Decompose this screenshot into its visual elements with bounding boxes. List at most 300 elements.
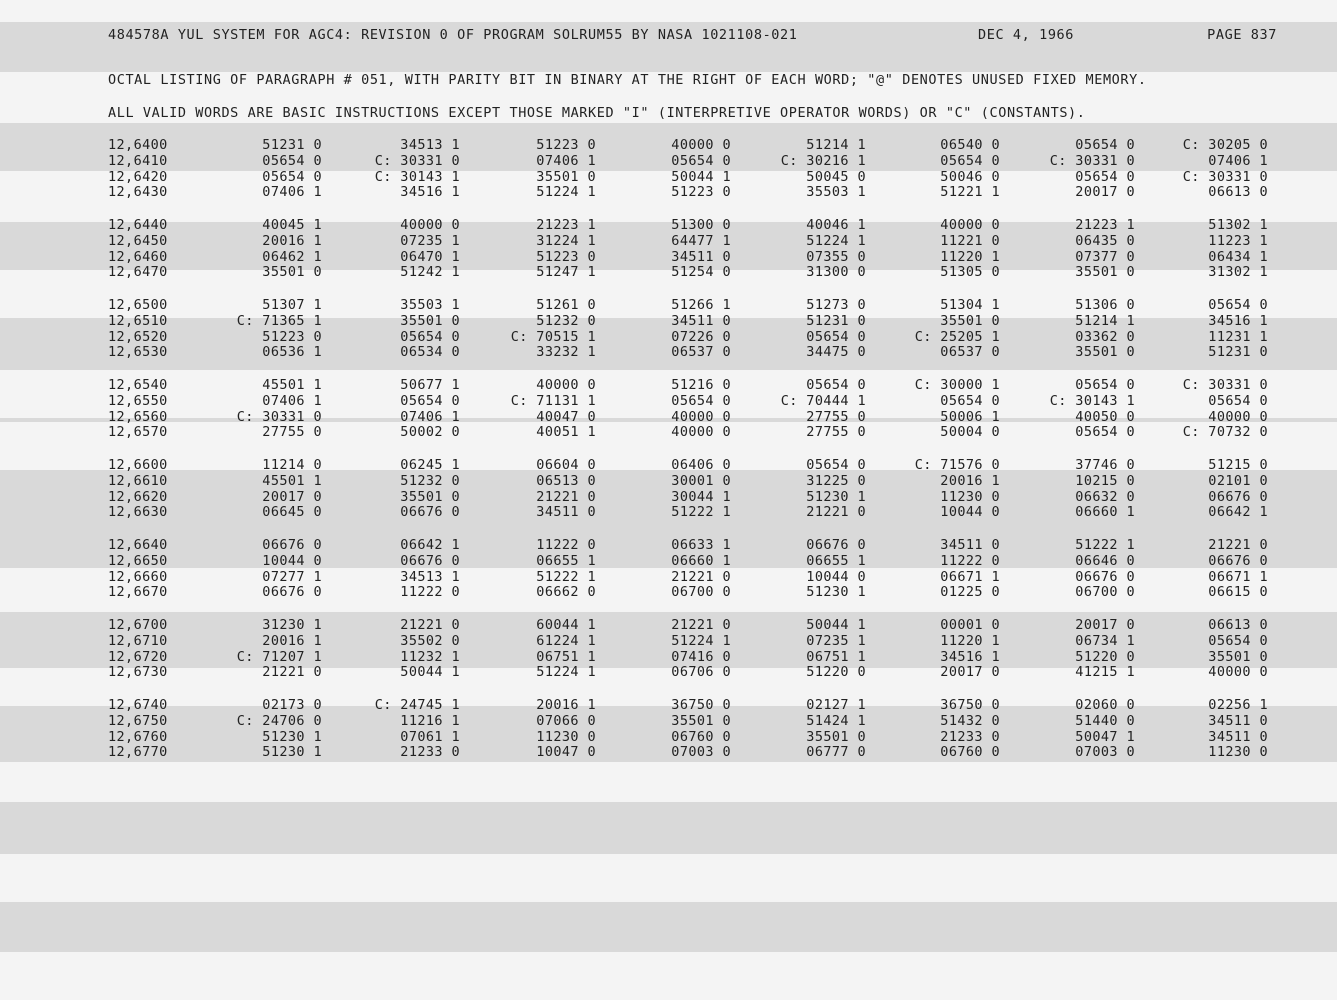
word-address: 12,6700 — [108, 617, 168, 633]
listing-row — [0, 713, 1337, 729]
octal-word: 35501 0 — [1075, 344, 1135, 361]
octal-word: 11231 1 — [1208, 328, 1268, 345]
octal-listing — [0, 137, 1337, 777]
octal-word: 05654 0 — [806, 377, 866, 393]
octal-word: C: 30143 1 — [374, 168, 460, 185]
listing-row — [0, 664, 1337, 680]
listing-row — [0, 553, 1337, 569]
octal-word: 35503 1 — [806, 184, 866, 201]
octal-word: 21221 0 — [536, 488, 596, 505]
paper-band — [0, 902, 1337, 952]
octal-word: 30001 0 — [671, 472, 731, 489]
octal-word: 11222 0 — [940, 552, 1000, 569]
octal-word: 51300 0 — [671, 217, 731, 233]
octal-word: 11216 1 — [400, 712, 460, 729]
octal-word: 31224 1 — [536, 232, 596, 249]
octal-word: 05654 0 — [671, 152, 731, 169]
octal-word: 35501 0 — [671, 712, 731, 729]
octal-word: 51221 1 — [940, 184, 1000, 201]
octal-word: 50044 1 — [400, 664, 460, 681]
octal-word: 07235 1 — [806, 632, 866, 649]
octal-word: 20017 0 — [262, 488, 322, 505]
octal-word: 51214 1 — [1075, 312, 1135, 329]
word-address: 12,6600 — [108, 457, 168, 473]
octal-word: 51231 0 — [262, 137, 322, 153]
octal-word: 40045 1 — [262, 217, 322, 233]
octal-word: 05654 0 — [400, 328, 460, 345]
octal-word: 21221 0 — [262, 664, 322, 681]
word-address: 12,6410 — [108, 152, 168, 169]
listing-date: DEC 4, 1966 — [978, 27, 1075, 43]
word-address: 12,6470 — [108, 264, 168, 281]
word-address: 12,6730 — [108, 664, 168, 681]
octal-word: 06613 0 — [1208, 184, 1268, 201]
listing-row — [0, 344, 1337, 360]
octal-word: 34511 0 — [536, 504, 596, 521]
octal-word: 10044 0 — [262, 552, 322, 569]
octal-word: 51242 1 — [400, 264, 460, 281]
octal-word: 51306 0 — [1075, 297, 1135, 313]
listing-row — [0, 537, 1337, 553]
octal-word: 51440 0 — [1075, 712, 1135, 729]
octal-word: 03362 0 — [1075, 328, 1135, 345]
word-address: 12,6400 — [108, 137, 168, 153]
octal-word: 34511 0 — [1208, 712, 1268, 729]
octal-word: 06655 1 — [536, 552, 596, 569]
octal-word: 07406 1 — [262, 184, 322, 201]
octal-word: C: 30216 1 — [780, 152, 866, 169]
octal-word: 40000 0 — [400, 217, 460, 233]
word-address: 12,6640 — [108, 537, 168, 553]
octal-word: 51222 1 — [1075, 537, 1135, 553]
listing-row — [0, 184, 1337, 200]
word-address: 12,6420 — [108, 168, 168, 185]
octal-word: 40050 0 — [1075, 408, 1135, 425]
octal-word: 51254 0 — [671, 264, 731, 281]
octal-word: 05654 0 — [1075, 168, 1135, 185]
octal-word: 51247 1 — [536, 264, 596, 281]
octal-word: 05654 0 — [262, 152, 322, 169]
octal-word: 51232 0 — [400, 472, 460, 489]
word-address: 12,6740 — [108, 697, 168, 713]
octal-word: 40000 0 — [671, 137, 731, 153]
octal-word: 51266 1 — [671, 297, 731, 313]
octal-word: C: 30143 1 — [1049, 392, 1135, 409]
octal-word: 51224 1 — [536, 664, 596, 681]
octal-word: 05654 0 — [940, 392, 1000, 409]
word-address: 12,6760 — [108, 728, 168, 745]
word-address: 12,6460 — [108, 248, 168, 265]
octal-word: 21221 0 — [671, 617, 731, 633]
octal-word: 34511 0 — [671, 248, 731, 265]
listing-row — [0, 489, 1337, 505]
listing-group — [0, 617, 1337, 697]
octal-word: C: 71207 1 — [236, 648, 322, 665]
octal-word: 06642 1 — [1208, 504, 1268, 521]
octal-word: 00001 0 — [940, 617, 1000, 633]
octal-word: 06676 0 — [806, 537, 866, 553]
octal-word: 07416 0 — [671, 648, 731, 665]
word-address: 12,6560 — [108, 408, 168, 425]
octal-word: 06751 1 — [806, 648, 866, 665]
octal-word: 07355 0 — [806, 248, 866, 265]
listing-row — [0, 264, 1337, 280]
octal-word: 40000 0 — [671, 424, 731, 441]
octal-word: 51231 0 — [806, 312, 866, 329]
octal-word: 45501 1 — [262, 472, 322, 489]
octal-word: 31225 0 — [806, 472, 866, 489]
octal-word: 21221 0 — [1208, 537, 1268, 553]
octal-word: 06633 1 — [671, 537, 731, 553]
octal-word: 07406 1 — [1208, 152, 1268, 169]
octal-word: 05654 0 — [806, 328, 866, 345]
listing-row — [0, 217, 1337, 233]
word-address: 12,6770 — [108, 744, 168, 761]
word-address: 12,6660 — [108, 568, 168, 585]
octal-word: 06646 0 — [1075, 552, 1135, 569]
octal-word: 51231 0 — [1208, 344, 1268, 361]
word-address: 12,6550 — [108, 392, 168, 409]
octal-word: 11223 1 — [1208, 232, 1268, 249]
octal-word: 35501 0 — [940, 312, 1000, 329]
word-address: 12,6430 — [108, 184, 168, 201]
octal-word: 11221 0 — [940, 232, 1000, 249]
octal-word: 06604 0 — [536, 457, 596, 473]
octal-word: 21223 1 — [536, 217, 596, 233]
octal-word: 05654 0 — [1208, 632, 1268, 649]
octal-word: 34516 1 — [400, 184, 460, 201]
octal-word: 34511 0 — [940, 537, 1000, 553]
octal-word: 40000 0 — [1208, 408, 1268, 425]
octal-word: 35501 0 — [400, 312, 460, 329]
octal-word: 31302 1 — [1208, 264, 1268, 281]
octal-word: 06760 0 — [671, 728, 731, 745]
octal-word: 60044 1 — [536, 617, 596, 633]
octal-word: 31300 0 — [806, 264, 866, 281]
octal-word: 06700 0 — [671, 584, 731, 601]
octal-word: 07235 1 — [400, 232, 460, 249]
octal-word: 06751 1 — [536, 648, 596, 665]
listing-row — [0, 249, 1337, 265]
octal-word: 20016 1 — [262, 632, 322, 649]
octal-word: 06534 0 — [400, 344, 460, 361]
octal-word: 07061 1 — [400, 728, 460, 745]
octal-word: 40051 1 — [536, 424, 596, 441]
word-address: 12,6650 — [108, 552, 168, 569]
octal-word: 07066 0 — [536, 712, 596, 729]
octal-word: 06642 1 — [400, 537, 460, 553]
octal-word: 51230 1 — [806, 488, 866, 505]
octal-word: 10044 0 — [806, 568, 866, 585]
octal-word: 50677 1 — [400, 377, 460, 393]
octal-word: 02256 1 — [1208, 697, 1268, 713]
octal-word: 40000 0 — [671, 408, 731, 425]
octal-word: 51230 1 — [262, 728, 322, 745]
octal-word: 07377 0 — [1075, 248, 1135, 265]
octal-word: 35502 0 — [400, 632, 460, 649]
listing-group — [0, 297, 1337, 377]
octal-word: 51224 1 — [806, 232, 866, 249]
word-address: 12,6450 — [108, 232, 168, 249]
octal-word: 06660 1 — [1075, 504, 1135, 521]
octal-word: 05654 0 — [806, 457, 866, 473]
octal-word: 40046 1 — [806, 217, 866, 233]
octal-word: 34516 1 — [1208, 312, 1268, 329]
octal-word: 06245 1 — [400, 457, 460, 473]
octal-word: 37746 0 — [1075, 457, 1135, 473]
octal-word: 06671 1 — [940, 568, 1000, 585]
octal-word: 51224 1 — [671, 632, 731, 649]
octal-word: 34513 1 — [400, 137, 460, 153]
octal-word: 40000 0 — [940, 217, 1000, 233]
octal-word: 11222 0 — [536, 537, 596, 553]
octal-word: 27755 0 — [262, 424, 322, 441]
octal-word: 36750 0 — [671, 697, 731, 713]
octal-word: 51220 0 — [1075, 648, 1135, 665]
listing-row — [0, 697, 1337, 713]
octal-word: 20017 0 — [940, 664, 1000, 681]
octal-word: C: 24706 0 — [236, 712, 322, 729]
octal-word: 05654 0 — [671, 392, 731, 409]
octal-word: 40000 0 — [1208, 664, 1268, 681]
octal-word: 35501 0 — [262, 264, 322, 281]
octal-word: 50044 1 — [806, 617, 866, 633]
octal-word: 06676 0 — [1075, 568, 1135, 585]
octal-word: 06513 0 — [536, 472, 596, 489]
octal-word: 06537 0 — [671, 344, 731, 361]
octal-word: 51216 0 — [671, 377, 731, 393]
octal-word: 06760 0 — [940, 744, 1000, 761]
paper-band — [0, 802, 1337, 854]
octal-word: 06676 0 — [400, 504, 460, 521]
octal-word: 40000 0 — [536, 377, 596, 393]
octal-word: 35501 0 — [400, 488, 460, 505]
octal-word: 06700 0 — [1075, 584, 1135, 601]
octal-word: C: 30331 0 — [374, 152, 460, 169]
octal-word: 51230 1 — [806, 584, 866, 601]
octal-word: 50045 0 — [806, 168, 866, 185]
octal-word: 51432 0 — [940, 712, 1000, 729]
listing-row — [0, 729, 1337, 745]
octal-word: 05654 0 — [262, 168, 322, 185]
octal-word: 51304 1 — [940, 297, 1000, 313]
octal-word: C: 30331 0 — [1182, 377, 1268, 393]
octal-word: 06676 0 — [1208, 552, 1268, 569]
octal-word: 07226 0 — [671, 328, 731, 345]
octal-word: 10047 0 — [536, 744, 596, 761]
octal-word: 01225 0 — [940, 584, 1000, 601]
octal-word: 21223 1 — [1075, 217, 1135, 233]
word-address: 12,6630 — [108, 504, 168, 521]
octal-word: 11230 0 — [536, 728, 596, 745]
octal-word: 35503 1 — [400, 297, 460, 313]
page-header — [108, 27, 1277, 45]
octal-word: 06435 0 — [1075, 232, 1135, 249]
octal-word: 06615 0 — [1208, 584, 1268, 601]
octal-word: 11230 0 — [940, 488, 1000, 505]
word-address: 12,6610 — [108, 472, 168, 489]
listing-row — [0, 153, 1337, 169]
octal-word: C: 25205 1 — [914, 328, 1000, 345]
listing-row — [0, 169, 1337, 185]
listing-row — [0, 504, 1337, 520]
listing-group — [0, 697, 1337, 777]
octal-word: 11220 1 — [940, 248, 1000, 265]
octal-word: 35501 0 — [1075, 264, 1135, 281]
octal-word: 06676 0 — [1208, 488, 1268, 505]
octal-word: 06660 1 — [671, 552, 731, 569]
word-address: 12,6620 — [108, 488, 168, 505]
word-address: 12,6710 — [108, 632, 168, 649]
octal-word: 36750 0 — [940, 697, 1000, 713]
description-line-1: OCTAL LISTING OF PARAGRAPH # 051, WITH PARITY BIT IN BINARY AT THE RIGHT OF EACH WORD; "@" DENOTES UNUSED FIXED MEMORY. — [108, 72, 1147, 88]
octal-word: 05654 0 — [1208, 392, 1268, 409]
listing-row — [0, 393, 1337, 409]
octal-word: 64477 1 — [671, 232, 731, 249]
octal-word: 07003 0 — [1075, 744, 1135, 761]
octal-word: 51223 0 — [262, 328, 322, 345]
listing-group — [0, 377, 1337, 457]
octal-word: 34511 0 — [671, 312, 731, 329]
octal-word: 50002 0 — [400, 424, 460, 441]
octal-word: C: 71365 1 — [236, 312, 322, 329]
octal-word: C: 70732 0 — [1182, 424, 1268, 441]
listing-group — [0, 537, 1337, 617]
octal-word: 34516 1 — [940, 648, 1000, 665]
listing-row — [0, 424, 1337, 440]
octal-word: 51222 1 — [536, 568, 596, 585]
octal-word: 51214 1 — [806, 137, 866, 153]
listing-row — [0, 649, 1337, 665]
octal-word: 06406 0 — [671, 457, 731, 473]
octal-word: 11220 1 — [940, 632, 1000, 649]
octal-word: 06734 1 — [1075, 632, 1135, 649]
octal-word: 06706 0 — [671, 664, 731, 681]
octal-word: 06676 0 — [262, 537, 322, 553]
word-address: 12,6570 — [108, 424, 168, 441]
octal-word: 51230 1 — [262, 744, 322, 761]
octal-word: 50046 0 — [940, 168, 1000, 185]
word-address: 12,6440 — [108, 217, 168, 233]
octal-word: 30044 1 — [671, 488, 731, 505]
octal-word: 51424 1 — [806, 712, 866, 729]
word-address: 12,6500 — [108, 297, 168, 313]
job-title: 484578A YUL SYSTEM FOR AGC4: REVISION 0 OF PROGRAM SOLRUM55 BY NASA 1021108-021 — [108, 27, 798, 43]
octal-word: 06536 1 — [262, 344, 322, 361]
octal-word: 51305 0 — [940, 264, 1000, 281]
listing-row — [0, 313, 1337, 329]
word-address: 12,6510 — [108, 312, 168, 329]
octal-word: 11214 0 — [262, 457, 322, 473]
octal-word: 06676 0 — [262, 584, 322, 601]
octal-word: 06777 0 — [806, 744, 866, 761]
listing-row — [0, 473, 1337, 489]
octal-word: 33232 1 — [536, 344, 596, 361]
listing-row — [0, 137, 1337, 153]
octal-word: 50004 0 — [940, 424, 1000, 441]
listing-row — [0, 329, 1337, 345]
octal-word: 40047 0 — [536, 408, 596, 425]
octal-word: 06462 1 — [262, 248, 322, 265]
octal-word: 05654 0 — [400, 392, 460, 409]
octal-word: C: 24745 1 — [374, 697, 460, 713]
listing-group — [0, 457, 1337, 537]
octal-word: 20016 1 — [262, 232, 322, 249]
octal-word: 02173 0 — [262, 697, 322, 713]
listing-row — [0, 617, 1337, 633]
octal-word: 21233 0 — [940, 728, 1000, 745]
octal-word: 51302 1 — [1208, 217, 1268, 233]
octal-word: 11232 1 — [400, 648, 460, 665]
listing-row — [0, 569, 1337, 585]
octal-word: 51222 1 — [671, 504, 731, 521]
octal-word: 06676 0 — [400, 552, 460, 569]
octal-word: 06662 0 — [536, 584, 596, 601]
octal-word: 06540 0 — [940, 137, 1000, 153]
octal-word: 07003 0 — [671, 744, 731, 761]
word-address: 12,6720 — [108, 648, 168, 665]
octal-word: 51232 0 — [536, 312, 596, 329]
listing-row — [0, 744, 1337, 760]
word-address: 12,6520 — [108, 328, 168, 345]
octal-word: 20017 0 — [1075, 617, 1135, 633]
listing-row — [0, 584, 1337, 600]
octal-word: 34475 0 — [806, 344, 866, 361]
octal-word: 05654 0 — [1208, 297, 1268, 313]
octal-word: 50047 1 — [1075, 728, 1135, 745]
octal-word: C: 30000 1 — [914, 377, 1000, 393]
octal-word: 51223 0 — [671, 184, 731, 201]
octal-word: 07406 1 — [262, 392, 322, 409]
octal-word: C: 71131 1 — [510, 392, 596, 409]
octal-word: 05654 0 — [1075, 424, 1135, 441]
octal-word: 06470 1 — [400, 248, 460, 265]
octal-word: C: 30331 0 — [1049, 152, 1135, 169]
listing-row — [0, 633, 1337, 649]
octal-word: 21233 0 — [400, 744, 460, 761]
octal-word: 35501 0 — [1208, 648, 1268, 665]
octal-word: 10215 0 — [1075, 472, 1135, 489]
octal-word: 51307 1 — [262, 297, 322, 313]
octal-word: 51273 0 — [806, 297, 866, 313]
octal-word: 02060 0 — [1075, 697, 1135, 713]
octal-word: 51215 0 — [1208, 457, 1268, 473]
listing-group — [0, 217, 1337, 297]
octal-word: 31230 1 — [262, 617, 322, 633]
octal-word: 51220 0 — [806, 664, 866, 681]
octal-word: 07277 1 — [262, 568, 322, 585]
octal-word: 50044 1 — [671, 168, 731, 185]
octal-word: C: 70444 1 — [780, 392, 866, 409]
octal-word: 51223 0 — [536, 248, 596, 265]
octal-word: 11230 0 — [1208, 744, 1268, 761]
octal-word: 06613 0 — [1208, 617, 1268, 633]
octal-word: 51223 0 — [536, 137, 596, 153]
octal-word: 06645 0 — [262, 504, 322, 521]
octal-word: 35501 0 — [806, 728, 866, 745]
octal-word: 35501 0 — [536, 168, 596, 185]
octal-word: 11222 0 — [400, 584, 460, 601]
word-address: 12,6540 — [108, 377, 168, 393]
listing-group — [0, 137, 1337, 217]
octal-word: 45501 1 — [262, 377, 322, 393]
octal-word: C: 30331 0 — [1182, 168, 1268, 185]
octal-word: C: 30331 0 — [236, 408, 322, 425]
octal-word: 51261 0 — [536, 297, 596, 313]
octal-word: 02101 0 — [1208, 472, 1268, 489]
octal-word: 05654 0 — [1075, 377, 1135, 393]
listing-row — [0, 409, 1337, 425]
